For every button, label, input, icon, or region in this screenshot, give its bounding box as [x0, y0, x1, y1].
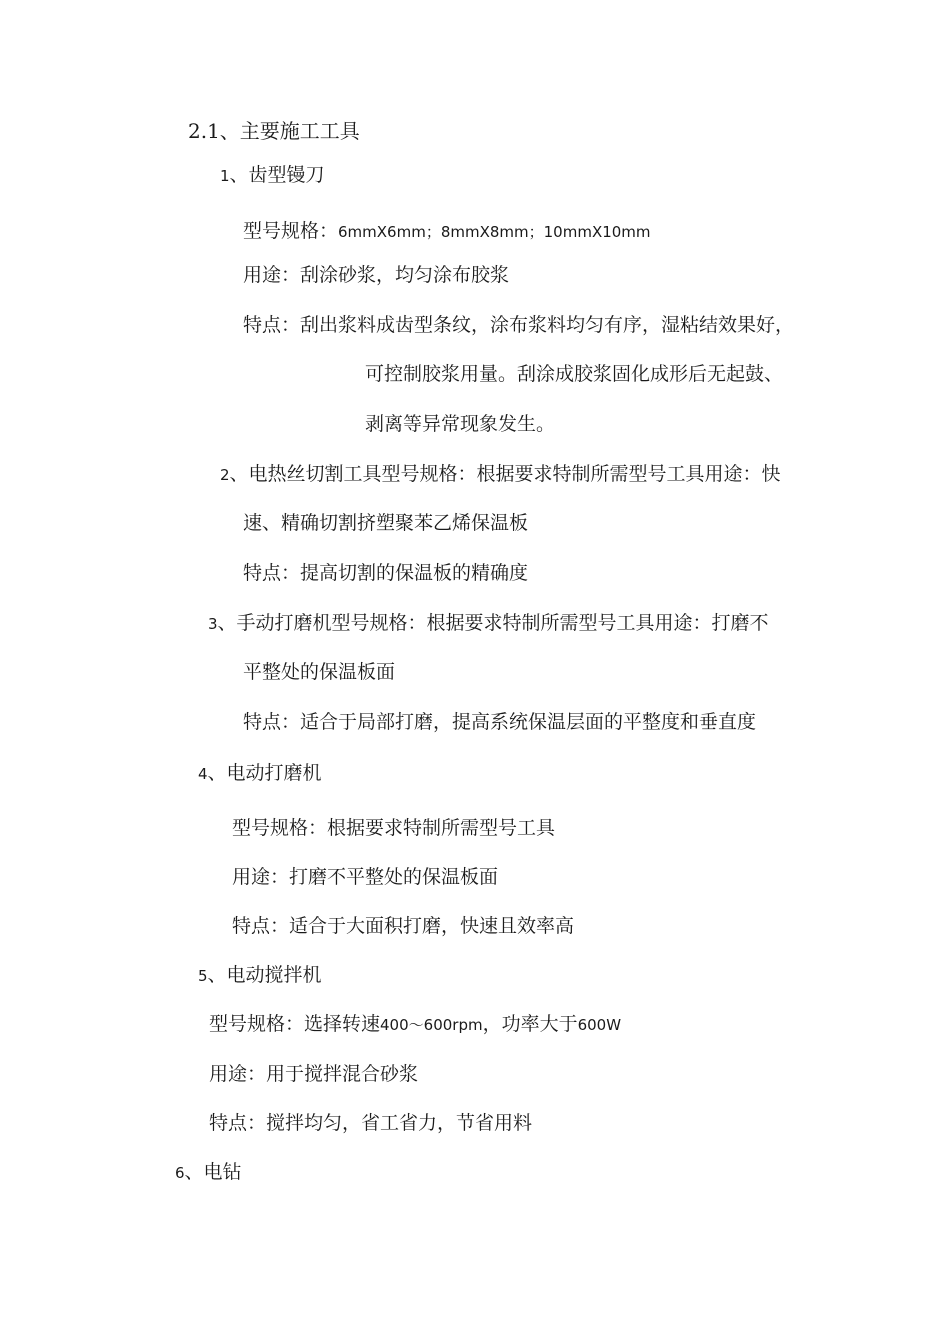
section-title: 2.1、主要施工工具: [188, 119, 360, 143]
tool-6-name: 、电钻: [184, 1161, 242, 1183]
tool-6-heading: [175, 1159, 242, 1186]
tool-2-line-1: [220, 461, 781, 488]
tool-1-spec-label: 型号规格：: [243, 220, 339, 242]
tool-4-feature: 特点：适合于大面积打磨，快速且效率高: [232, 915, 575, 937]
tool-1-feature-line-3: 剥离等异常现象发生。: [365, 413, 556, 435]
tool-6-number: 6: [175, 1164, 185, 1182]
tool-4-spec: 型号规格：根据要求特制所需型号工具: [232, 817, 556, 839]
tool-5-use: 用途：用于搅拌混合砂浆: [209, 1063, 419, 1085]
tool-2-number: 2: [220, 466, 230, 484]
tool-4-number: 4: [198, 765, 208, 783]
tool-4-heading: [198, 760, 322, 787]
tool-5-number: 5: [198, 967, 208, 985]
tool-2-line-2: 速、精确切割挤塑聚苯乙烯保温板: [243, 512, 529, 534]
tool-5-speed-value: 400〜600rpm: [380, 1016, 483, 1034]
tool-5-spec: [209, 1011, 621, 1038]
tool-5-power-value: 600W: [577, 1016, 622, 1034]
tool-5-spec-label: 型号规格：选择转速: [209, 1013, 381, 1035]
tool-1-heading: [220, 162, 325, 189]
tool-2-feature: 特点：提高切割的保温板的精确度: [243, 562, 529, 584]
tool-5-heading: [198, 962, 322, 989]
tool-5-name: 、电动搅拌机: [207, 964, 322, 986]
tool-3-line-2: 平整处的保温板面: [243, 661, 396, 683]
tool-4-name: 、电动打磨机: [207, 762, 322, 784]
tool-1-spec-value: 6mmX6mm；8mmX8mm；10mmX10mm: [338, 223, 651, 241]
tool-1-name: 、齿型镘刀: [229, 164, 325, 186]
tool-2-text: 、电热丝切割工具型号规格：根据要求特制所需型号工具用途：快: [229, 463, 781, 485]
tool-3-line-1: [208, 610, 769, 637]
tool-1-number: 1: [220, 167, 230, 185]
tool-1-feature-line-2: 可控制胶浆用量。刮涂成胶浆固化成形后无起鼓、: [365, 363, 784, 385]
tool-1-use: 用途：刮涂砂浆，均匀涂布胶浆: [243, 264, 510, 286]
tool-4-use: 用途：打磨不平整处的保温板面: [232, 866, 499, 888]
tool-5-feature: 特点：搅拌均匀，省工省力，节省用料: [209, 1112, 533, 1134]
tool-1-feature-line-1: 特点：刮出浆料成齿型条纹，涂布浆料均匀有序，湿粘结效果好，: [243, 314, 795, 336]
tool-1-spec: [243, 218, 651, 245]
tool-3-text: 、手动打磨机型号规格：根据要求特制所需型号工具用途：打磨不: [217, 612, 769, 634]
tool-3-number: 3: [208, 615, 218, 633]
tool-5-spec-power-label: ，功率大于: [482, 1013, 578, 1035]
tool-3-feature: 特点：适合于局部打磨，提高系统保温层面的平整度和垂直度: [243, 711, 757, 733]
